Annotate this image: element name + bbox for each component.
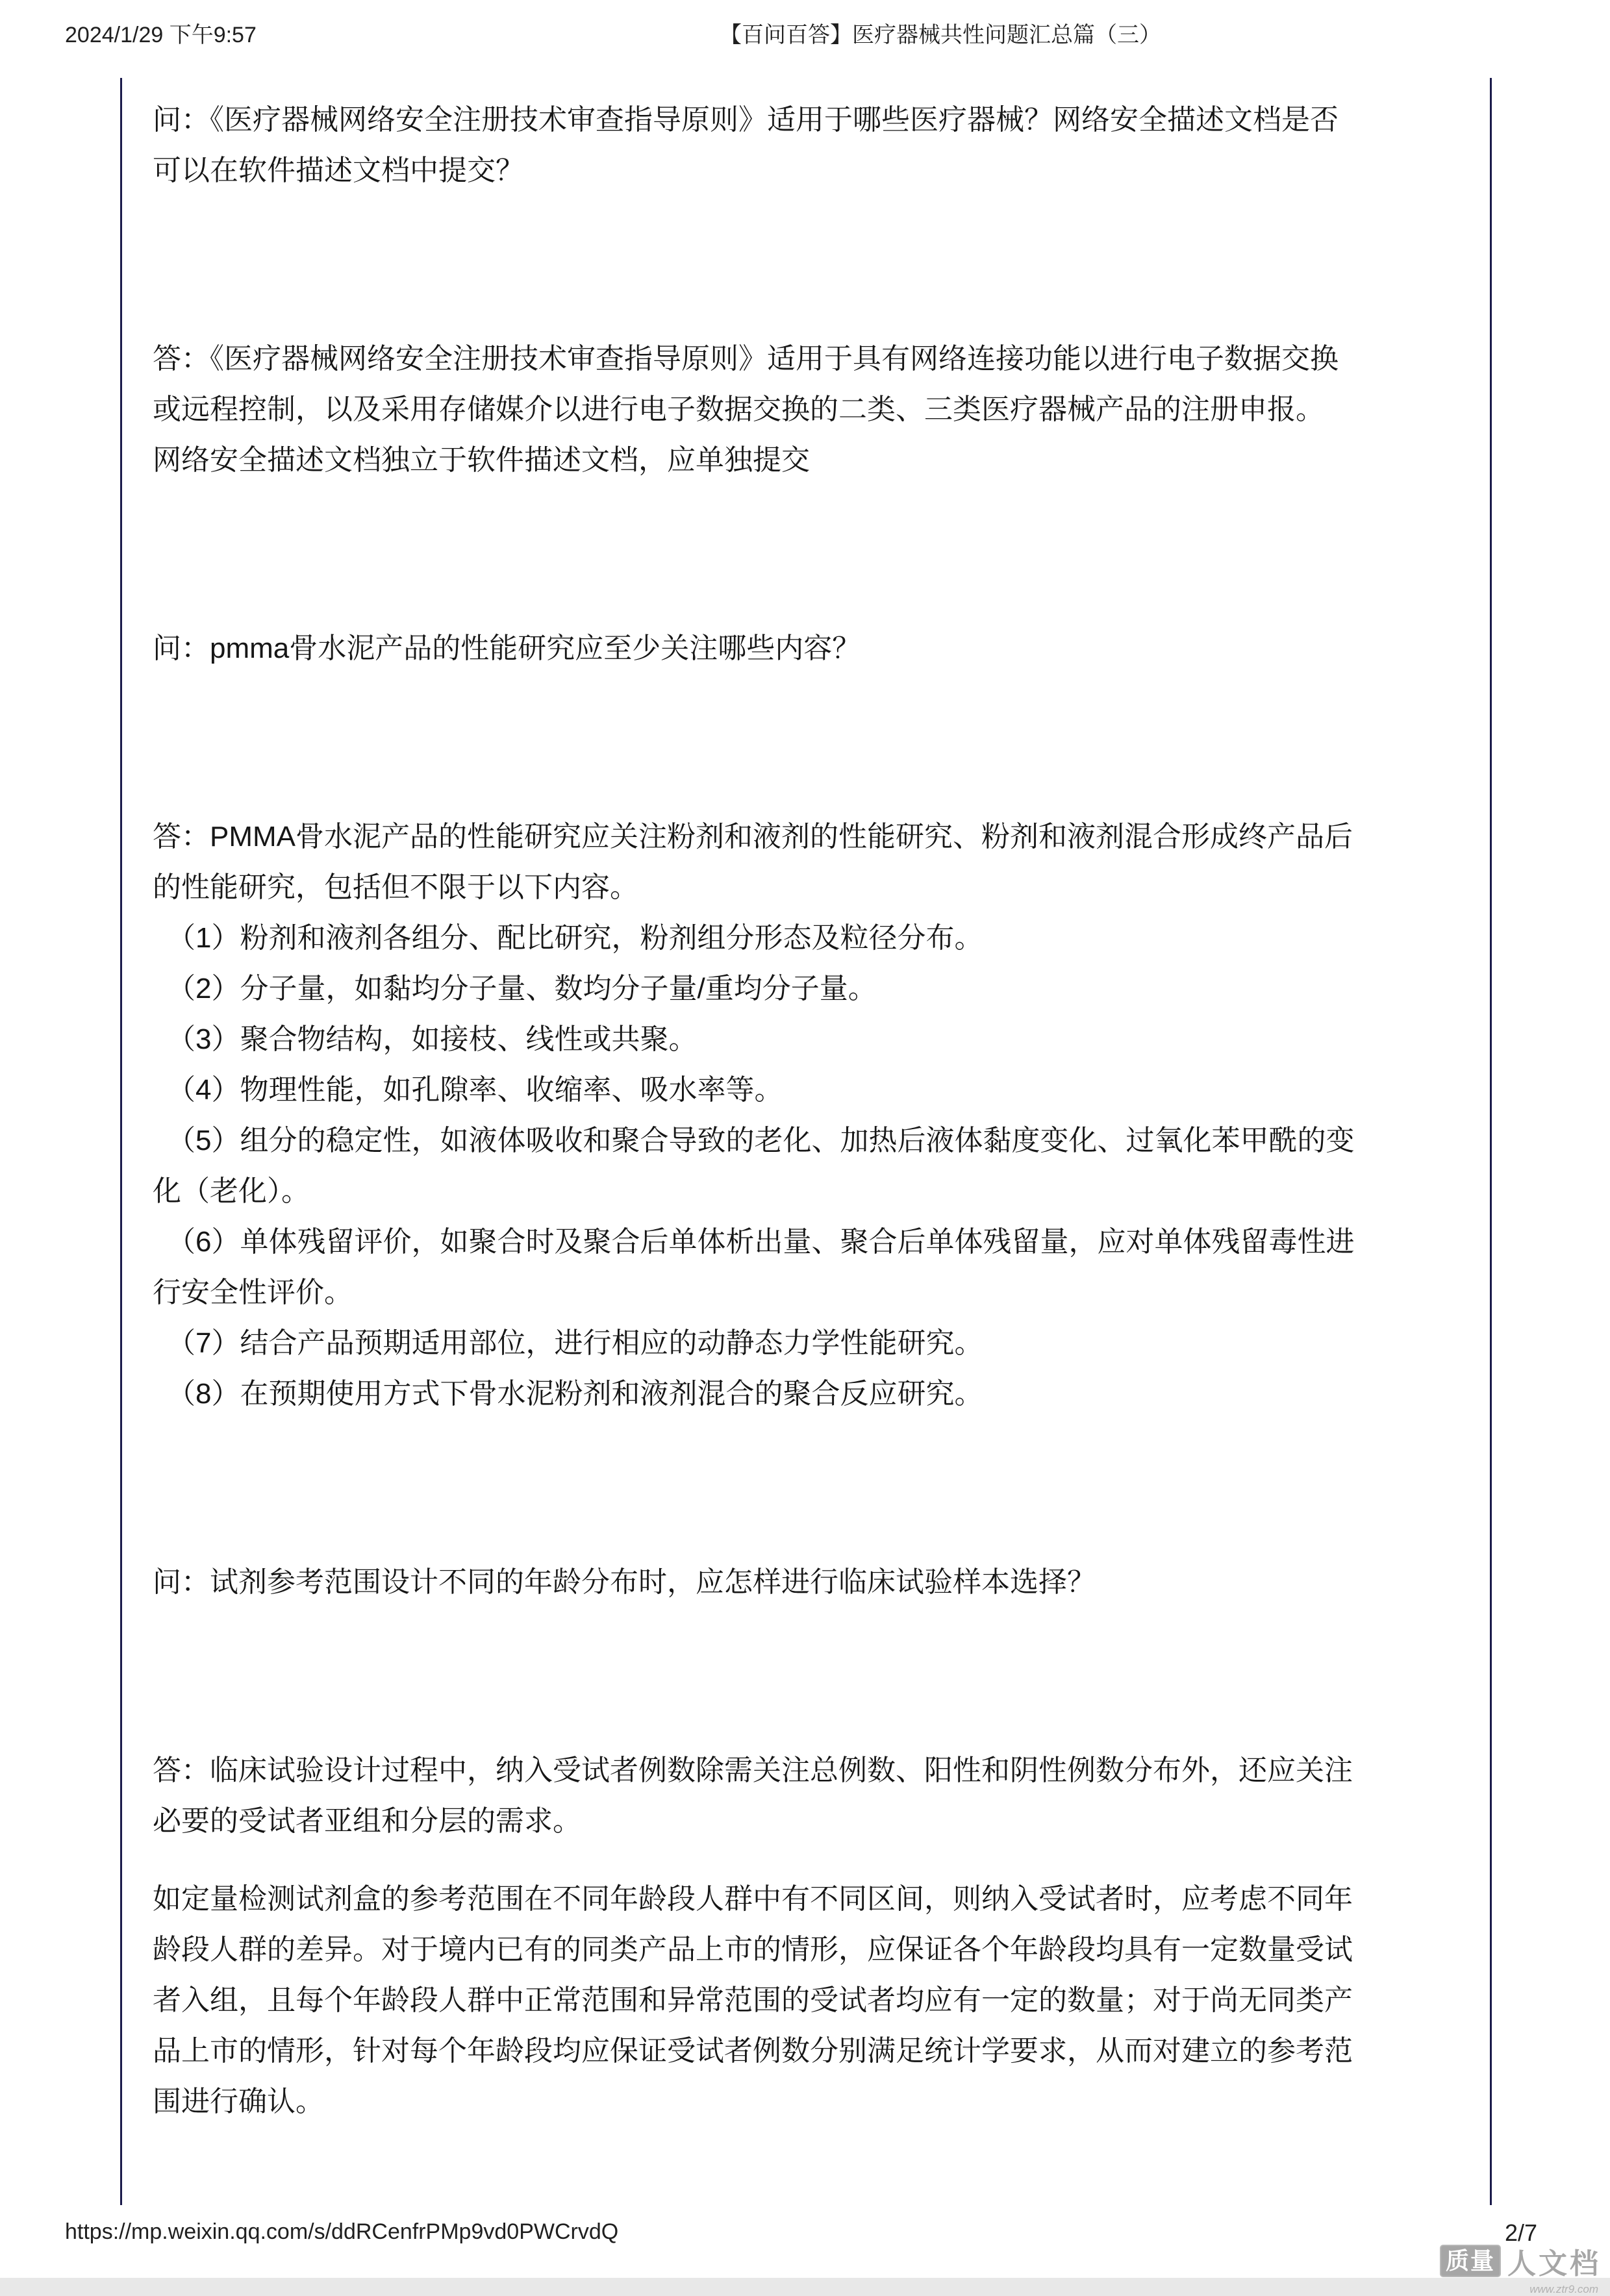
list-item-line: （6）单体残留评价，如聚合时及聚合后单体析出量、聚合后单体残留量，应对单体残留毒性进 xyxy=(167,1226,1355,1258)
text-line: 问：《医疗器械网络安全注册技术审查指导原则》适用于哪些医疗器械？网络安全描述文档是否 xyxy=(153,104,1339,136)
watermark-row xyxy=(1440,2240,1601,2282)
text-line: 问：试剂参考范围设计不同的年龄分布时，应怎样进行临床试验样本选择？ xyxy=(153,1566,1096,1598)
question-3 xyxy=(153,1557,1483,1608)
list-item-line: （7）结合产品预期适用部位，进行相应的动静态力学性能研究。 xyxy=(167,1327,983,1359)
watermark-name: 人文档 xyxy=(1507,2248,1601,2280)
text-line: 者入组，且每个年龄段人群中正常范围和异常范围的受试者均应有一定的数量；对于尚无同类产 xyxy=(153,1984,1353,2016)
question-2 xyxy=(153,623,1483,674)
article-content-box xyxy=(120,78,1492,2205)
text-line: 必要的受试者亚组和分层的需求。 xyxy=(153,1805,581,1837)
text-line: 问：pmma骨水泥产品的性能研究应至少关注哪些内容？ xyxy=(153,632,861,664)
text-line: 的性能研究，包括但不限于以下内容。 xyxy=(153,871,638,903)
print-footer-url: https://mp.weixin.qq.com/s/ddRCenfrPMp9vd0PWCrvdQ xyxy=(65,2219,619,2244)
text-line: 或远程控制，以及采用存储媒介以进行电子数据交换的二类、三类医疗器械产品的注册申报。 xyxy=(153,393,1324,425)
list-item-line: （3）聚合物结构，如接枝、线性或共聚。 xyxy=(167,1023,698,1055)
text-line: 网络安全描述文档独立于软件描述文档，应单独提交 xyxy=(153,444,810,476)
text-line: 答：PMMA骨水泥产品的性能研究应关注粉剂和液剂的性能研究、粉剂和液剂混合形成终产品后 xyxy=(153,821,1353,853)
list-item-continuation-line: 行安全性评价。 xyxy=(153,1277,353,1308)
text-line: 答：《医疗器械网络安全注册技术审查指导原则》适用于具有网络连接功能以进行电子数据交换 xyxy=(153,343,1339,375)
watermark-badge: 质量 xyxy=(1440,2245,1501,2277)
list-item-line: （8）在预期使用方式下骨水泥粉剂和液剂混合的聚合反应研究。 xyxy=(167,1378,983,1410)
text-line: 围进行确认。 xyxy=(153,2086,324,2117)
watermark-logo xyxy=(1440,2240,1601,2296)
question-1 xyxy=(153,95,1483,196)
text-line: 答：临床试验设计过程中，纳入受试者例数除需关注总例数、阳性和阴性例数分布外，还应关注 xyxy=(153,1754,1353,1786)
answer-1 xyxy=(153,334,1483,486)
print-header-datetime: 2024/1/29 下午9:57 xyxy=(65,23,257,47)
watermark-site-url: www.ztr9.com xyxy=(1529,2283,1598,2295)
answer-2 xyxy=(153,812,1483,1419)
list-item-line: （5）组分的稳定性，如液体吸收和聚合导致的老化、加热后液体黏度变化、过氧化苯甲酰的变 xyxy=(167,1125,1355,1156)
print-header-title: 【百问百答】医疗器械共性问题汇总篇（三） xyxy=(720,23,1161,47)
text-line: 品上市的情形，针对每个年龄段均应保证受试者例数分别满足统计学要求，从而对建立的参考范 xyxy=(153,2035,1353,2067)
list-item-line: （2）分子量，如黏均分子量、数均分子量/重均分子量。 xyxy=(167,973,877,1004)
answer-3 xyxy=(153,1745,1483,2127)
text-line: 可以在软件描述文档中提交？ xyxy=(153,155,524,186)
list-item-continuation-line: 化（老化）。 xyxy=(153,1175,310,1207)
list-item-line: （4）物理性能，如孔隙率、收缩率、吸水率等。 xyxy=(167,1074,783,1106)
page-number: 2/7 xyxy=(1504,2219,1537,2246)
text-line: 龄段人群的差异。对于境内已有的同类产品上市的情形，应保证各个年龄段均具有一定数量受试 xyxy=(153,1934,1353,1965)
text-line: 如定量检测试剂盒的参考范围在不同年龄段人群中有不同区间，则纳入受试者时，应考虑不同年 xyxy=(153,1883,1353,1915)
list-item-line: （1）粉剂和液剂各组分、配比研究，粉剂组分形态及粒径分布。 xyxy=(167,922,983,954)
